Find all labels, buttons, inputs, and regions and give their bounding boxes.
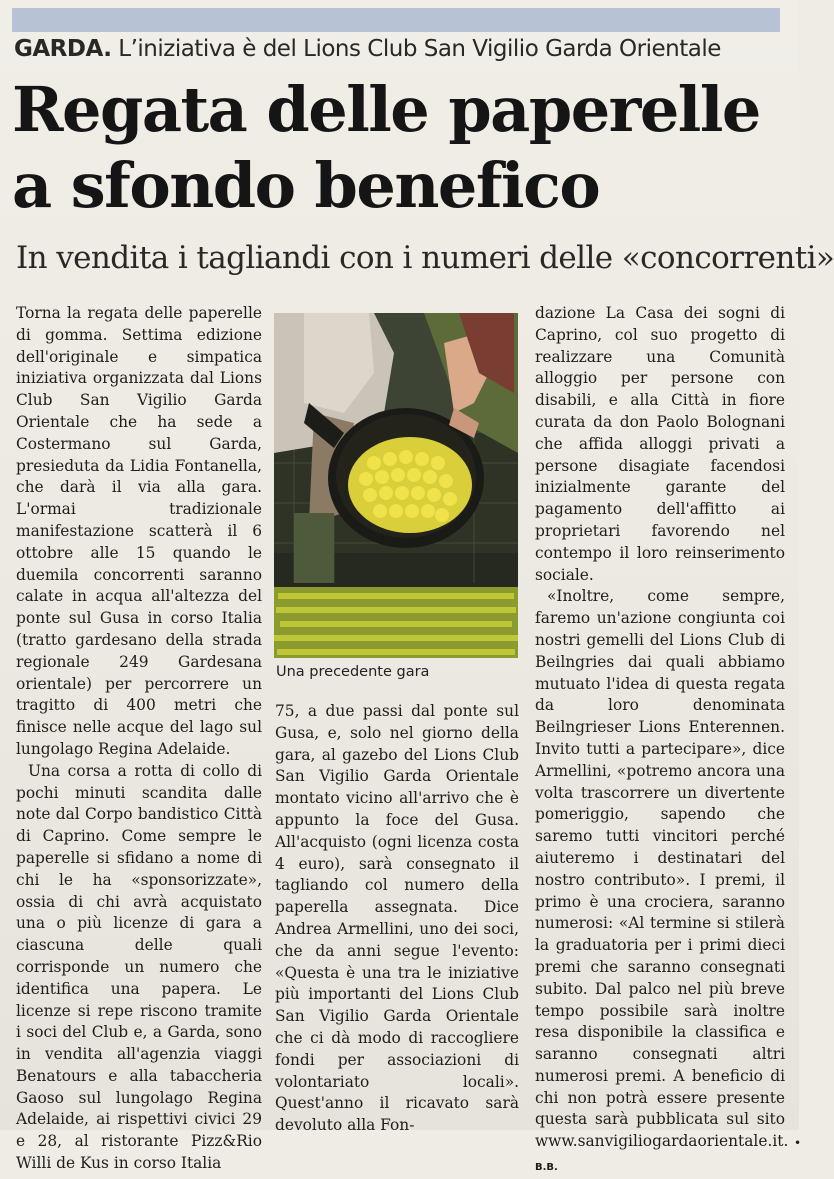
author-signature: • B.B. [535, 1138, 801, 1174]
column-3-paragraph-1: dazione La Casa dei sogni di Caprino, col suo progetto di realizzare una Comunità alloggio per persone con disabili, e alla Città in fiore curata da don Paolo Bolognani che affida alloggi privati a persone disagiate facendosi inizialmente garante del pagamento dell'affitto ai proprietari favorendo nel contempo il loro reinserimento sociale. [535, 304, 785, 584]
article-photo [274, 313, 518, 658]
column-3-paragraph-2-text: «Inoltre, come sempre, faremo un'azione congiunta coi nostri gemelli del Lions Club di Beilngries dai quali abbiamo mutuato l'idea di questa regata da loro denominata Beilngrieser Lions Enterennen. Invito tutti a partecipare», dice Armellini, «potremo ancora una volta trascorrere un divertente pomeriggio, sapendo che saremo tutti vincitori perché aiuteremo i destinatari del nostro contributo». I premi, il primo è una crociera, saranno numerosi: «Al termine si stilerà la graduatoria per i primi dieci premi che saranno consegnati subito. Dal palco nel più breve tempo possibile sarà inoltre resa disponibile la classifica e saranno consegnati altri numerosi premi. A beneficio di chi non potrà essere presente questa sarà pubblicata sul sito www.sanvigiliogardaorientale.it. [535, 587, 789, 1151]
kicker-place: GARDA. [14, 36, 112, 62]
section-color-bar [12, 8, 780, 32]
headline-line-1: Regata delle paperelle [12, 73, 760, 146]
headline-line-2: a sfondo benefico [12, 149, 600, 222]
duck-race-photo-illustration [274, 313, 518, 658]
column-2-paragraph-1: 75, a due passi dal ponte sul Gusa, e, solo nel giorno della gara, al gazebo del Lions Club San Vigilio Garda Orientale montato vicino all'arrivo che è appunto la foce del Gusa. All'acquisto (ogni licenza costa 4 euro), sarà consegnato il tagliando col numero della paperella assegnata. Dice Andrea Armellini, uno dei soci, che da anni segue l'evento: «Questa è una tra le iniziative più importanti del Lions Club San Vigilio Garda Orientale che ci dà modo di raccogliere fondi per associazioni di volontariato locali». Quest'anno il ricavato sarà devoluto alla Fon- [275, 702, 519, 1135]
column-1-paragraph-2: Una corsa a rotta di collo di pochi minuti scandita dalle note dal Corpo bandistico Città di Caprino. Come sempre le paperelle si sfidano a nome di chi le ha «sponsorizzate», ossia di chi avrà acquistato una o più licenze di gara a ciascuna delle quali corrisponde un numero che identifica una papera. Le licenze si repe riscono tramite i soci del Club e, a Garda, sono in vendita all'agenzia viaggi Benatours e alla tabaccheria Gaoso sul lungolago Regina Adelaide, ai rispettivi civici 29 e 28, al ristorante Pizz&Rio Willi de Kus in corso Italia [16, 761, 262, 1173]
article-column-3 [535, 303, 801, 1179]
headline [12, 72, 787, 224]
column-1-paragraph-1: Torna la regata delle paperelle di gomma. Settima edizione dell'originale e simpatica iniziativa organizzata dal Lions Club San Vigilio Garda Orientale che ha sede a Costermano sul Garda, presieduta da Lidia Fontanella, che darà il via alla gara. L'ormai tradizionale manifestazione scatterà il 6 ottobre alle 15 quando le duemila concorrenti saranno calate in acqua all'altezza del ponte sul Gusa in corso Italia (tratto gardesano della strada regionale 249 Gardesana orientale) per percorrere un tragitto di 400 metri che finisce nelle acque del lago sul lungolago Regina Adelaide. [16, 304, 262, 758]
kicker-text: L’iniziativa è del Lions Club San Vigilio Garda Orientale [118, 36, 721, 62]
kicker-line [14, 36, 721, 62]
article-column-2 [275, 701, 519, 1137]
column-3-paragraph-2 [535, 586, 801, 1179]
subheadline: In vendita i tagliandi con i numeri delle «concorrenti» [16, 240, 834, 276]
article-column-1 [16, 303, 262, 1175]
photo-caption: Una precedente gara [276, 664, 430, 680]
